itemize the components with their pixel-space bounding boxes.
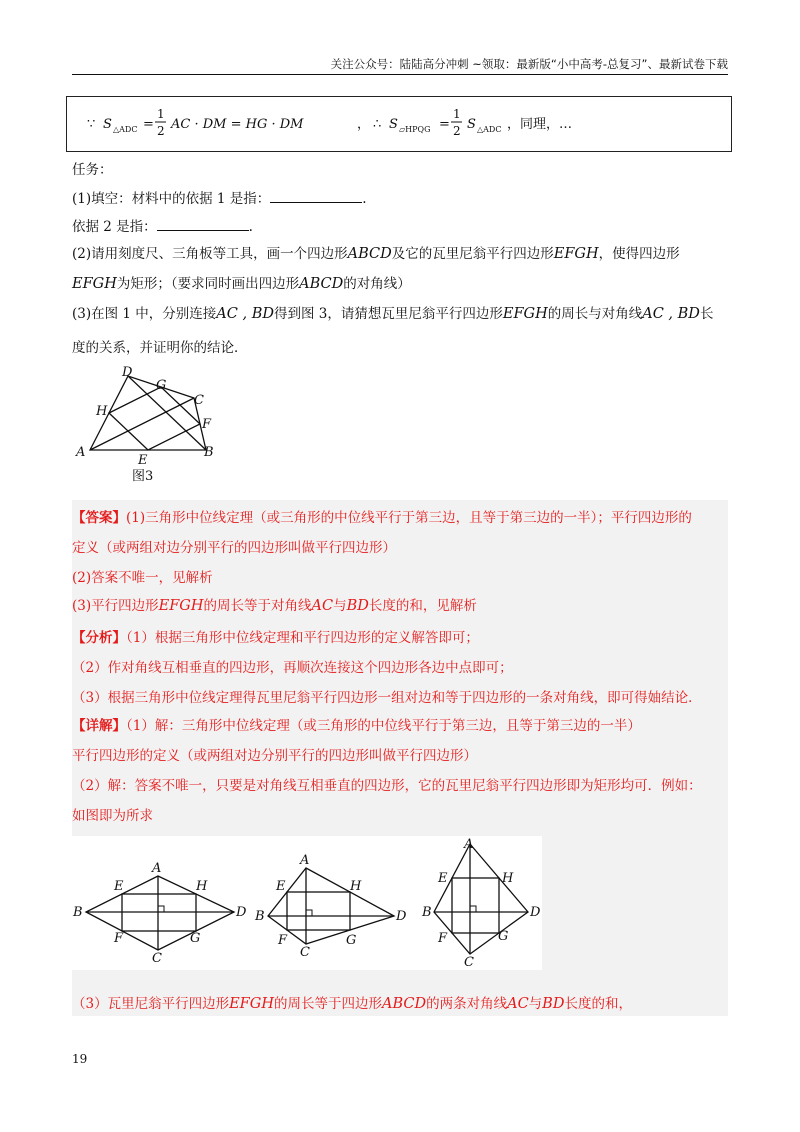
analysis-3: （3）根据三角形中位线定理得瓦里尼翁平行四边形一组对边和等于四边形的一条对角线，即可得妯结论． bbox=[72, 690, 702, 706]
question-3-line1: (3)在图 1 中，分别连接AC , BD得到图 3，请猜想瓦里尼翁平行四边形EFGH的周长与对角线AC , BD长 bbox=[72, 306, 714, 322]
formula-tail: ，同理，… bbox=[507, 117, 573, 132]
ex1-label-e: E bbox=[114, 879, 124, 894]
ex1-label-f: F bbox=[114, 931, 124, 946]
header-rule bbox=[72, 74, 728, 75]
detail-5: （3）瓦里尼翁平行四边形EFGH的周长等于四边形ABCD的两条对角线AC与BD长度的和， bbox=[72, 996, 632, 1012]
page-header: 关注公众号：陆陆高分冲刺 ~领取：最新版“小中高考-总复习”、最新试卷下载 bbox=[330, 57, 728, 71]
ex3-label-b: B bbox=[422, 905, 432, 920]
ex1-label-c: C bbox=[152, 951, 162, 966]
question-2-line1: (2)请用刻度尺、三角板等工具，画一个四边形ABCD及它的瓦里尼翁平行四边形EFGH，使得四边形 bbox=[72, 246, 680, 262]
fig3-caption: 图3 bbox=[132, 469, 154, 484]
detail-4: 如图即为所求 bbox=[72, 808, 153, 824]
ex2-label-h: H bbox=[350, 879, 362, 894]
detail-2: 平行四边形的定义（或两组对边分别平行的四边形叫做平行四边形） bbox=[72, 748, 477, 764]
fig3-label-e: E bbox=[138, 453, 148, 468]
answer-blank-1[interactable] bbox=[270, 188, 362, 203]
answer-1: 【答案】(1)三角形中位线定理（或三角形的中位线平行于第三边，且等于第三边的一半）；平行四边形的 bbox=[72, 510, 692, 526]
answer-2: (2)答案不唯一，见解析 bbox=[72, 570, 213, 586]
answer-3: (3)平行四边形EFGH的周长等于对角线AC与BD长度的和，见解析 bbox=[72, 598, 477, 614]
ex2-label-d: D bbox=[396, 909, 407, 924]
equals-sign-1: = bbox=[143, 117, 154, 132]
ex2-label-c: C bbox=[300, 945, 310, 960]
therefore-symbol: ∴ bbox=[373, 117, 382, 132]
example-figure-1 bbox=[72, 861, 247, 966]
example-figures bbox=[72, 836, 542, 970]
equals-sign-2: = bbox=[439, 117, 450, 132]
diagonal-bd bbox=[128, 376, 206, 450]
formula-box bbox=[66, 96, 732, 152]
analysis-1: 【分析】（1）根据三角形中位线定理和平行四边形的定义解答即可； bbox=[72, 630, 479, 646]
ex1-label-g: G bbox=[190, 931, 201, 946]
ex2-label-e: E bbox=[276, 879, 286, 894]
fraction-numerator-2: 1 bbox=[453, 107, 461, 121]
fig3-label-d: D bbox=[122, 365, 133, 380]
ex3-label-g: G bbox=[498, 929, 509, 944]
question-1b: 依据 2 是指： . bbox=[72, 216, 253, 237]
ex2-label-a: A bbox=[300, 853, 310, 868]
area-symbol-hpqg: S bbox=[389, 117, 398, 132]
area-subscript-adc: △ADC bbox=[113, 125, 138, 134]
fig3-label-a: A bbox=[76, 445, 86, 460]
fig3-label-h: H bbox=[96, 404, 108, 419]
ex2-label-g: G bbox=[346, 933, 357, 948]
fig3-label-f: F bbox=[202, 417, 212, 432]
fraction-numerator-1: 1 bbox=[157, 107, 165, 121]
detail-3: （2）解：答案不唯一，只要是对角线互相垂直的四边形，它的瓦里尼翁平行四边形即为矩形均可．例如： bbox=[72, 778, 702, 794]
ex1-label-d: D bbox=[236, 905, 247, 920]
ex3-label-d: D bbox=[530, 905, 541, 920]
ex3-label-f: F bbox=[438, 931, 448, 946]
formula-expression-1: AC · DM = HG · DM bbox=[171, 117, 304, 132]
formula-comma-1: ， bbox=[357, 117, 371, 132]
ex1-label-a: A bbox=[152, 861, 162, 876]
area-subscript-hpqg: ▱HPQG bbox=[399, 125, 431, 134]
fig3-label-c: C bbox=[194, 393, 204, 408]
ex2-label-b: B bbox=[255, 909, 265, 924]
ex1-label-b: B bbox=[73, 905, 83, 920]
ex3-label-h: H bbox=[502, 871, 514, 886]
figure-3 bbox=[72, 364, 222, 490]
example-figure-3 bbox=[421, 837, 541, 970]
analysis-2: （2）作对角线互相垂直的四边形，再顺次连接这个四边形各边中点即可； bbox=[72, 660, 513, 676]
formula-svg bbox=[67, 97, 727, 149]
ex3-label-c: C bbox=[464, 955, 474, 970]
because-symbol: ∵ bbox=[87, 117, 96, 132]
answer-blank-2[interactable] bbox=[157, 216, 249, 231]
area-subscript-adc-2: △ADC bbox=[477, 125, 502, 134]
task-title: 任务： bbox=[72, 162, 113, 178]
ex1-label-h: H bbox=[196, 879, 208, 894]
ex3-label-a: A bbox=[464, 837, 474, 852]
example-figure-2 bbox=[254, 853, 407, 960]
question-2-line2: EFGH为矩形；（要求同时画出四边形ABCD的对角线） bbox=[72, 276, 411, 292]
fig3-label-g: G bbox=[156, 378, 167, 393]
fig3-label-b: B bbox=[204, 445, 214, 460]
fraction-denominator-2: 2 bbox=[453, 124, 461, 138]
area-symbol-adc: S bbox=[103, 117, 112, 132]
area-symbol-adc-2: S bbox=[467, 117, 476, 132]
question-3-line2: 度的关系，并证明你的结论． bbox=[72, 340, 248, 356]
fraction-denominator-1: 2 bbox=[157, 124, 165, 138]
page-number: 19 bbox=[72, 1052, 88, 1066]
parallelogram-efgh bbox=[109, 387, 200, 450]
question-1a: (1)填空：材料中的依据 1 是指： . bbox=[72, 188, 367, 209]
answer-1-cont: 定义（或两组对边分别平行的四边形叫做平行四边形） bbox=[72, 540, 396, 556]
ex3-label-e: E bbox=[438, 871, 448, 886]
ex2-label-f: F bbox=[278, 933, 288, 948]
detail-1: 【详解】（1）解：三角形中位线定理（或三角形的中位线平行于第三边，且等于第三边的一半） bbox=[72, 718, 641, 734]
